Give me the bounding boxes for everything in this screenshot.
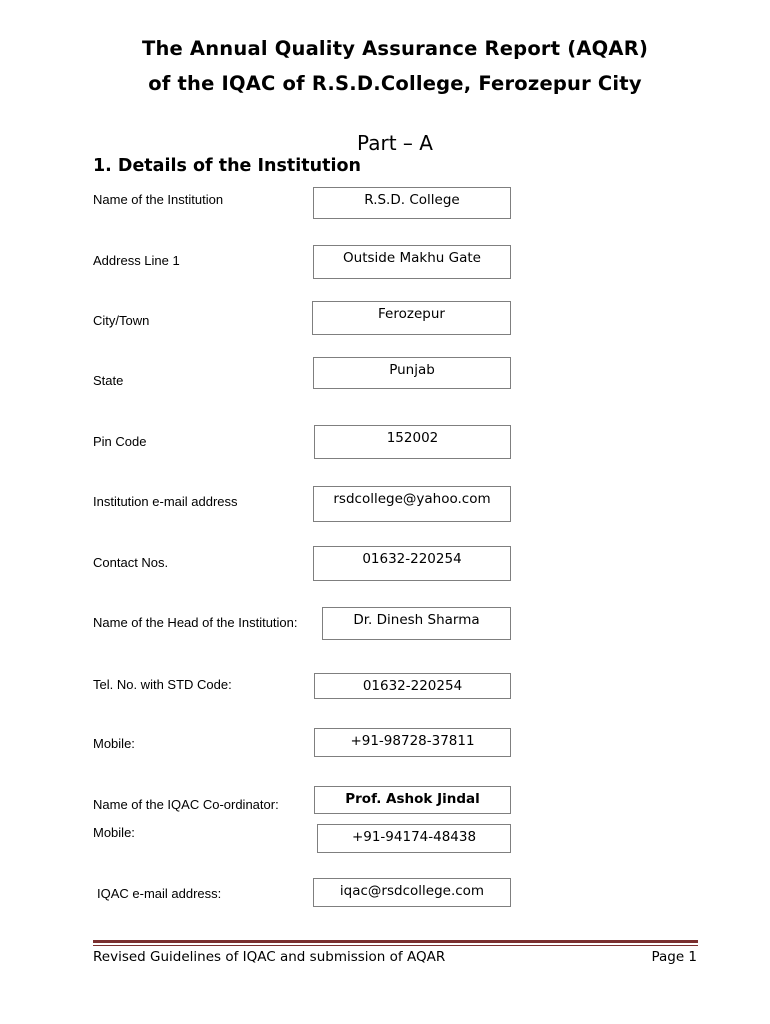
pin-code-label: Pin Code [93,434,147,449]
page-number: Page 1 [651,949,697,965]
city-field[interactable]: Ferozepur [312,301,511,335]
footer-rule-thin [93,945,698,946]
coordinator-mobile-label: Mobile: [93,825,135,840]
institution-email-label: Institution e-mail address [93,494,238,509]
iqac-email-label: IQAC e-mail address: [97,886,222,901]
address-line1-field[interactable]: Outside Makhu Gate [313,245,511,279]
head-name-field[interactable]: Dr. Dinesh Sharma [322,607,511,640]
tel-std-field[interactable]: 01632-220254 [314,673,511,699]
institution-email-field[interactable]: rsdcollege@yahoo.com [313,486,511,522]
head-mobile-label: Mobile: [93,736,135,751]
footer-text: Revised Guidelines of IQAC and submission of AQAR [93,949,446,965]
part-heading: Part – A [357,131,433,155]
report-title-line2: of the IQAC of R.S.D.College, Ferozepur City [148,72,642,95]
footer-rule-thick [93,940,698,943]
pin-code-field[interactable]: 152002 [314,425,511,459]
state-label: State [93,373,124,388]
iqac-email-field[interactable]: iqac@rsdcollege.com [313,878,511,907]
institution-name-field[interactable]: R.S.D. College [313,187,511,219]
head-name-label: Name of the Head of the Institution: [93,615,298,630]
city-label: City/Town [93,313,150,328]
coordinator-mobile-field[interactable]: +91-94174-48438 [317,824,511,853]
section-heading: 1. Details of the Institution [93,156,361,176]
report-title-line1: The Annual Quality Assurance Report (AQAR) [141,37,649,60]
tel-std-label: Tel. No. with STD Code: [93,677,232,692]
contact-numbers-label: Contact Nos. [93,555,169,570]
state-field[interactable]: Punjab [313,357,511,389]
address-line1-label: Address Line 1 [93,253,180,268]
coordinator-name-label: Name of the IQAC Co-ordinator: [93,797,279,812]
head-mobile-field[interactable]: +91-98728-37811 [314,728,511,757]
contact-numbers-field[interactable]: 01632-220254 [313,546,511,581]
institution-name-label: Name of the Institution [93,192,224,207]
coordinator-name-field[interactable]: Prof. Ashok Jindal [314,786,511,814]
